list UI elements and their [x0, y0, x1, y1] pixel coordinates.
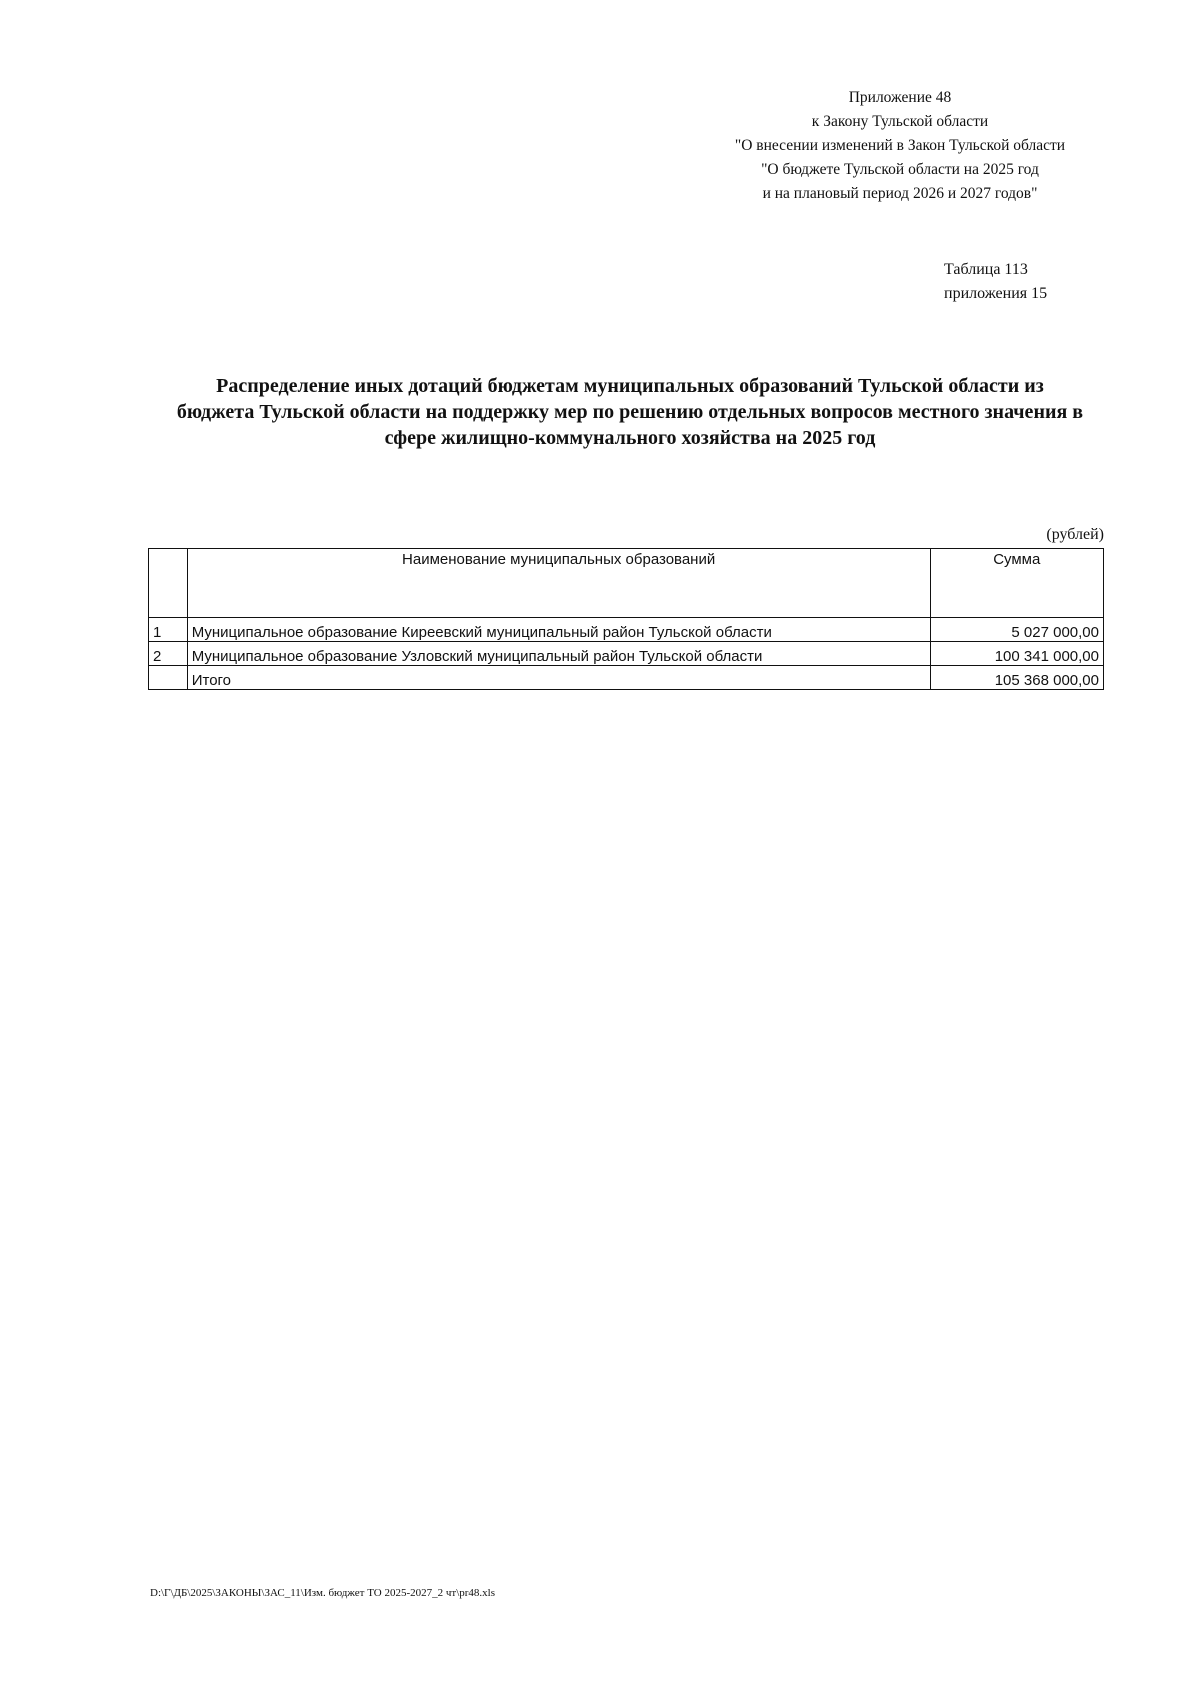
title-line-1: Распределение иных дотаций бюджетам муниципальных образований Тульской области из [216, 375, 1044, 397]
row-name: Итого [187, 666, 930, 690]
table-row [149, 618, 1104, 642]
appendix-line-3: "О внесении изменений в Закон Тульской области [734, 137, 1066, 154]
distribution-table [148, 548, 1104, 690]
file-path-footer: D:\Г\ДБ\2025\ЗАКОНЫ\ЗАС_11\Изм. бюджет ТО 2025-2027_2 чт\pr48.xls [150, 1587, 496, 1599]
row-number: 2 [149, 642, 188, 666]
row-name: Муниципальное образование Киреевский муниципальный район Тульской области [187, 618, 930, 642]
table-ref-line-1: Таблица 113 [944, 261, 1028, 278]
unit-label: (рублей) [1046, 526, 1104, 543]
header-name: Наименование муниципальных образований [187, 549, 930, 618]
title-line-3: сфере жилищно-коммунального хозяйства на 2025 год [384, 427, 876, 449]
appendix-line-4: "О бюджете Тульской области на 2025 год [761, 161, 1039, 178]
header-sum: Сумма [930, 549, 1103, 618]
row-number: 1 [149, 618, 188, 642]
table-header-row [149, 549, 1104, 618]
appendix-line-1: Приложение 48 [848, 89, 952, 106]
row-sum: 105 368 000,00 [930, 666, 1103, 690]
table-total-row [149, 666, 1104, 690]
row-name: Муниципальное образование Узловский муниципальный район Тульской области [187, 642, 930, 666]
appendix-header [700, 86, 1100, 206]
row-sum: 5 027 000,00 [930, 618, 1103, 642]
table-reference [944, 258, 1074, 306]
row-sum: 100 341 000,00 [930, 642, 1103, 666]
header-number [149, 549, 188, 618]
appendix-line-2: к Закону Тульской области [811, 113, 989, 130]
table-row [149, 642, 1104, 666]
appendix-line-5: и на плановый период 2026 и 2027 годов" [762, 185, 1038, 202]
row-number [149, 666, 188, 690]
table-ref-line-2: приложения 15 [944, 285, 1048, 302]
document-title [140, 373, 1120, 451]
title-line-2: бюджета Тульской области на поддержку мер по решению отдельных вопросов местного значения в [176, 401, 1084, 423]
